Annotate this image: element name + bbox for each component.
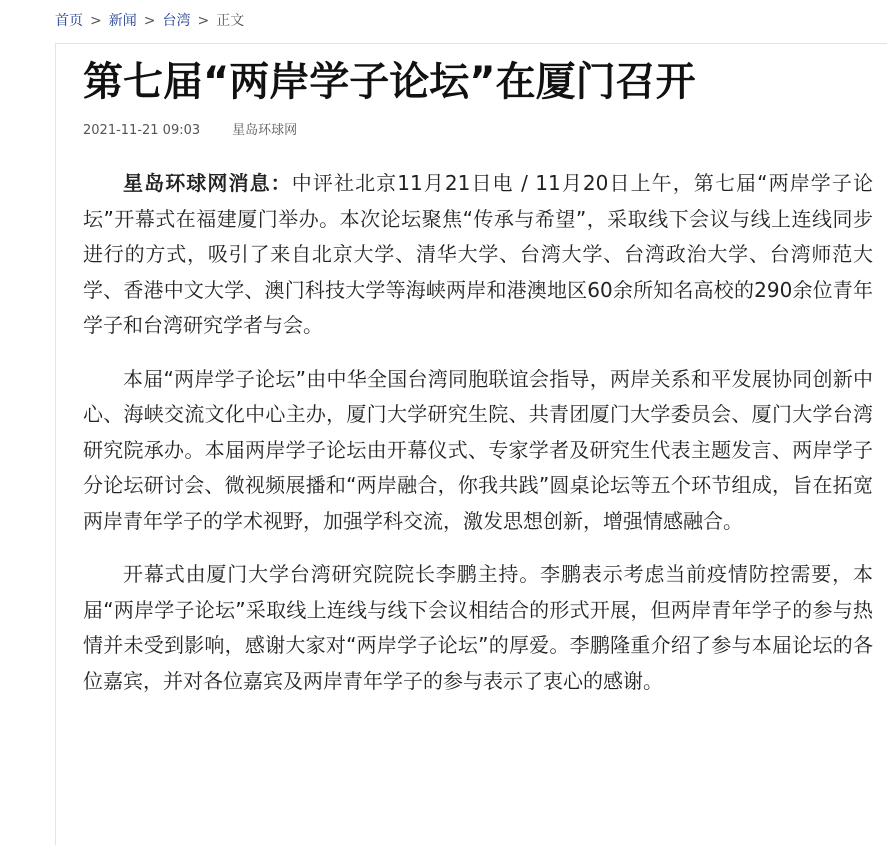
article-source: 星岛环球网 xyxy=(232,123,298,138)
article-title: 第七届“两岸学子论坛”在厦门召开 xyxy=(83,59,696,105)
article-paragraph-text: 中评社北京11月21日电 / 11月20日上午，第七届“两岸学子论坛”开幕式在福建厦门举办。本次论坛聚焦“传承与希望”，采取线下会议与线上连线同步进行的方式，吸引了来自北京大学、清华大学、台湾大学、台湾政治大学、台湾师范大学、香港中文大学、澳门科技大学等海峡两岸和港澳地区60余所知名高校的290余位青年学子和台湾研究学者与会。 xyxy=(83,171,873,337)
article-paragraph xyxy=(83,166,873,344)
article-container xyxy=(55,43,887,845)
article-paragraph: 本届“两岸学子论坛”由中华全国台湾同胞联谊会指导，两岸关系和平发展协同创新中心、海峡交流文化中心主办，厦门大学研究生院、共青团厦门大学委员会、厦门大学台湾研究院承办。本届两岸学子论坛由开幕仪式、专家学者及研究生代表主题发言、两岸学子分论坛研讨会、微视频展播和“两岸融合，你我共践”圆桌论坛等五个环节组成，旨在拓宽两岸青年学子的学术视野，加强学科交流，激发思想创新，增强情感融合。 xyxy=(83,366,873,533)
breadcrumb-separator: > xyxy=(197,13,210,29)
article-datetime: 2021-11-21 09:03 xyxy=(83,123,201,138)
article-lead-label: 星岛环球网消息： xyxy=(123,171,292,195)
breadcrumb-home-link[interactable]: 首页 xyxy=(55,13,83,29)
breadcrumb xyxy=(55,10,244,32)
article-meta xyxy=(83,122,297,140)
breadcrumb-taiwan-link[interactable]: 台湾 xyxy=(162,13,191,29)
article-paragraph: 开幕式由厦门大学台湾研究院院长李鹏主持。李鹏表示考虑当前疫情防控需要，本届“两岸学子论坛”采取线上连线与线下会议相结合的形式开展，但两岸青年学子的参与热情并未受到影响，感谢大家对“两岸学子论坛”的厚爱。李鹏隆重介绍了参与本届论坛的各位嘉宾，并对各位嘉宾及两岸青年学子的参与表示了衷心的感谢。 xyxy=(83,562,873,693)
article-body xyxy=(83,166,873,717)
breadcrumb-separator: > xyxy=(90,13,102,29)
breadcrumb-current: 正文 xyxy=(216,13,245,29)
breadcrumb-separator: > xyxy=(143,13,156,29)
breadcrumb-news-link[interactable]: 新闻 xyxy=(108,13,137,29)
